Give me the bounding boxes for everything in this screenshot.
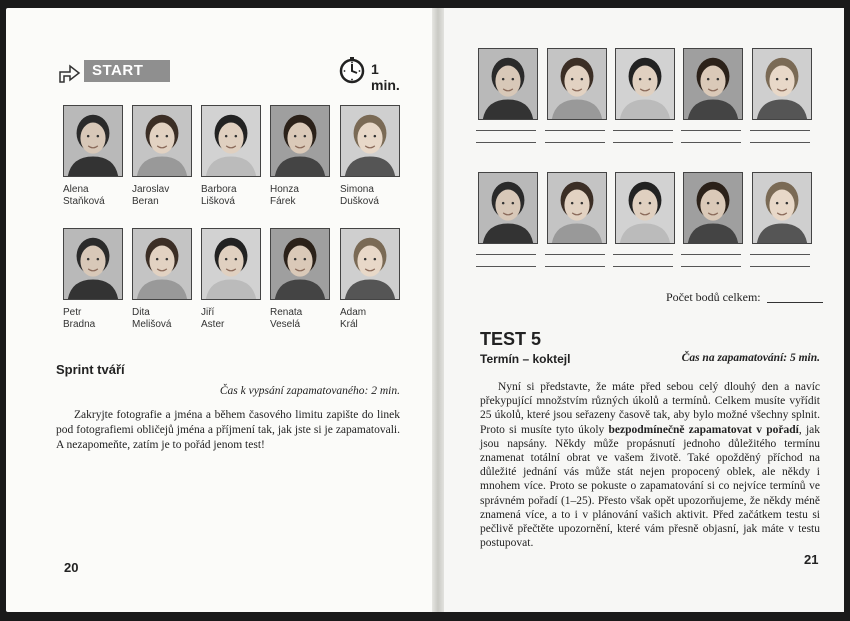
score-blank[interactable]: [767, 302, 823, 303]
para-text-2: , jak jsou napsány. Někdy může propásnutí jednoho důležitého termínu znamenat totální obrat ve vašem životě. Také opožděný příchod na důležité jednání vás může stát nejen propocený oblek, ale někdy i mnohem více. Proto se pokuste o zapamatování si co nejvíce termínů ve správném pořadí (1–25). Přesto však opět upozorňujeme, že někdy méně znamená více, a to i v plánování vašich aktivit. Před začátkem testu si pečlivě přečtěte upozornění, které vám přesně objasní, jak máte v testu postupovat.: [480, 423, 820, 550]
face-c-photo: [478, 48, 538, 120]
time-limit: 1 min.: [371, 61, 400, 93]
first-name: Renata: [270, 307, 303, 318]
face-a-caption: [270, 184, 299, 208]
face-d-photo: [547, 172, 607, 244]
name-answer-line[interactable]: [681, 142, 741, 143]
name-answer-line[interactable]: [750, 142, 810, 143]
instruction-paragraph: Zakryjte fotografie a jména a během časového limitu zapište do linek pod fotografiemi obličejů jména a příjmení tak, jak jste si je zapamatovali. A nezapomeňte, zatím je to pořád jenom test!: [56, 409, 400, 451]
start-arrow-icon: [56, 58, 82, 84]
first-name: Simona: [340, 184, 374, 195]
name-answer-line[interactable]: [613, 142, 673, 143]
section-title: Sprint tváří: [56, 362, 125, 377]
test-title: TEST 5: [480, 329, 542, 349]
face-a-photo: [340, 105, 400, 177]
face-b-caption: [132, 307, 171, 331]
face-a-photo: [63, 105, 123, 177]
book-gutter: [432, 8, 444, 612]
name-answer-line[interactable]: [750, 266, 810, 267]
stopwatch-icon: [338, 56, 366, 84]
name-answer-line[interactable]: [750, 254, 810, 255]
face-b-caption: [201, 307, 224, 331]
first-name: Honza: [270, 184, 299, 195]
first-name: Petr: [63, 307, 82, 318]
face-b-photo: [132, 228, 192, 300]
face-c-photo: [683, 48, 743, 120]
last-name: Bradna: [63, 319, 96, 330]
last-name: Lišková: [201, 196, 235, 207]
face-b-photo: [201, 228, 261, 300]
name-answer-line[interactable]: [750, 130, 810, 131]
name-answer-line[interactable]: [476, 266, 536, 267]
memorize-time: Čas na zapamatování: 5 min.: [681, 352, 820, 364]
start-header: [56, 56, 406, 93]
face-b-caption: [63, 307, 95, 331]
test-subtitle: Termín – koktejl: [480, 352, 571, 366]
page-number-right: 21: [804, 552, 819, 567]
name-answer-line[interactable]: [476, 142, 536, 143]
name-answer-line[interactable]: [476, 254, 536, 255]
last-name: Beran: [132, 196, 159, 207]
face-c-photo: [547, 48, 607, 120]
face-b-caption: [270, 307, 302, 331]
name-answer-line[interactable]: [545, 266, 605, 267]
first-name: Jiří: [201, 307, 215, 318]
name-answer-line[interactable]: [613, 130, 673, 131]
test-paragraph: [480, 380, 820, 550]
face-a-caption: [63, 184, 105, 208]
face-a-caption: [132, 184, 169, 208]
first-name: Barbora: [201, 184, 237, 195]
face-a-photo: [270, 105, 330, 177]
face-b-caption: [340, 307, 366, 331]
name-answer-line[interactable]: [613, 254, 673, 255]
name-answer-line[interactable]: [613, 266, 673, 267]
name-answer-line[interactable]: [681, 254, 741, 255]
start-badge: START: [84, 60, 170, 82]
face-c-photo: [615, 48, 675, 120]
score-label: Počet bodů celkem:: [666, 290, 761, 304]
name-answer-line[interactable]: [545, 130, 605, 131]
first-name: Jaroslav: [132, 184, 170, 195]
last-name: Veselá: [270, 319, 301, 330]
face-a-photo: [132, 105, 192, 177]
name-answer-line[interactable]: [681, 130, 741, 131]
name-answer-line[interactable]: [545, 142, 605, 143]
first-name: Adam: [340, 307, 367, 318]
name-answer-line[interactable]: [545, 254, 605, 255]
name-answer-line[interactable]: [476, 130, 536, 131]
last-name: Fárek: [270, 196, 296, 207]
face-d-photo: [752, 172, 812, 244]
para-text-1: Nyní si představte, že máte před sebou celý dlouhý den a navíc překypující množstvím různých úkolů a termínů. Celkem musíte vyřídit 25 úkolů, které jsou seřazeny časově tak, aby bylo možné všechny splnit. Proto si musíte tyto úkoly: [480, 381, 820, 436]
face-c-photo: [752, 48, 812, 120]
para-bold: bezpodmínečně zapamatovat v pořadí: [608, 423, 799, 436]
last-name: Aster: [201, 319, 225, 330]
first-name: Dita: [132, 307, 150, 318]
last-name: Dušková: [340, 196, 379, 207]
last-name: Staňková: [63, 196, 105, 207]
name-answer-line[interactable]: [681, 266, 741, 267]
face-d-photo: [683, 172, 743, 244]
first-name: Alena: [63, 184, 89, 195]
face-b-photo: [270, 228, 330, 300]
face-a-caption: [201, 184, 237, 208]
last-name: Král: [340, 319, 358, 330]
face-a-caption: [340, 184, 379, 208]
recall-time: Čas k vypsání zapamatovaného: 2 min.: [219, 385, 400, 397]
face-d-photo: [615, 172, 675, 244]
score-line: [666, 290, 823, 305]
face-a-photo: [201, 105, 261, 177]
face-b-photo: [340, 228, 400, 300]
face-b-photo: [63, 228, 123, 300]
face-d-photo: [478, 172, 538, 244]
last-name: Melišová: [132, 319, 172, 330]
page-number-left: 20: [64, 560, 79, 575]
